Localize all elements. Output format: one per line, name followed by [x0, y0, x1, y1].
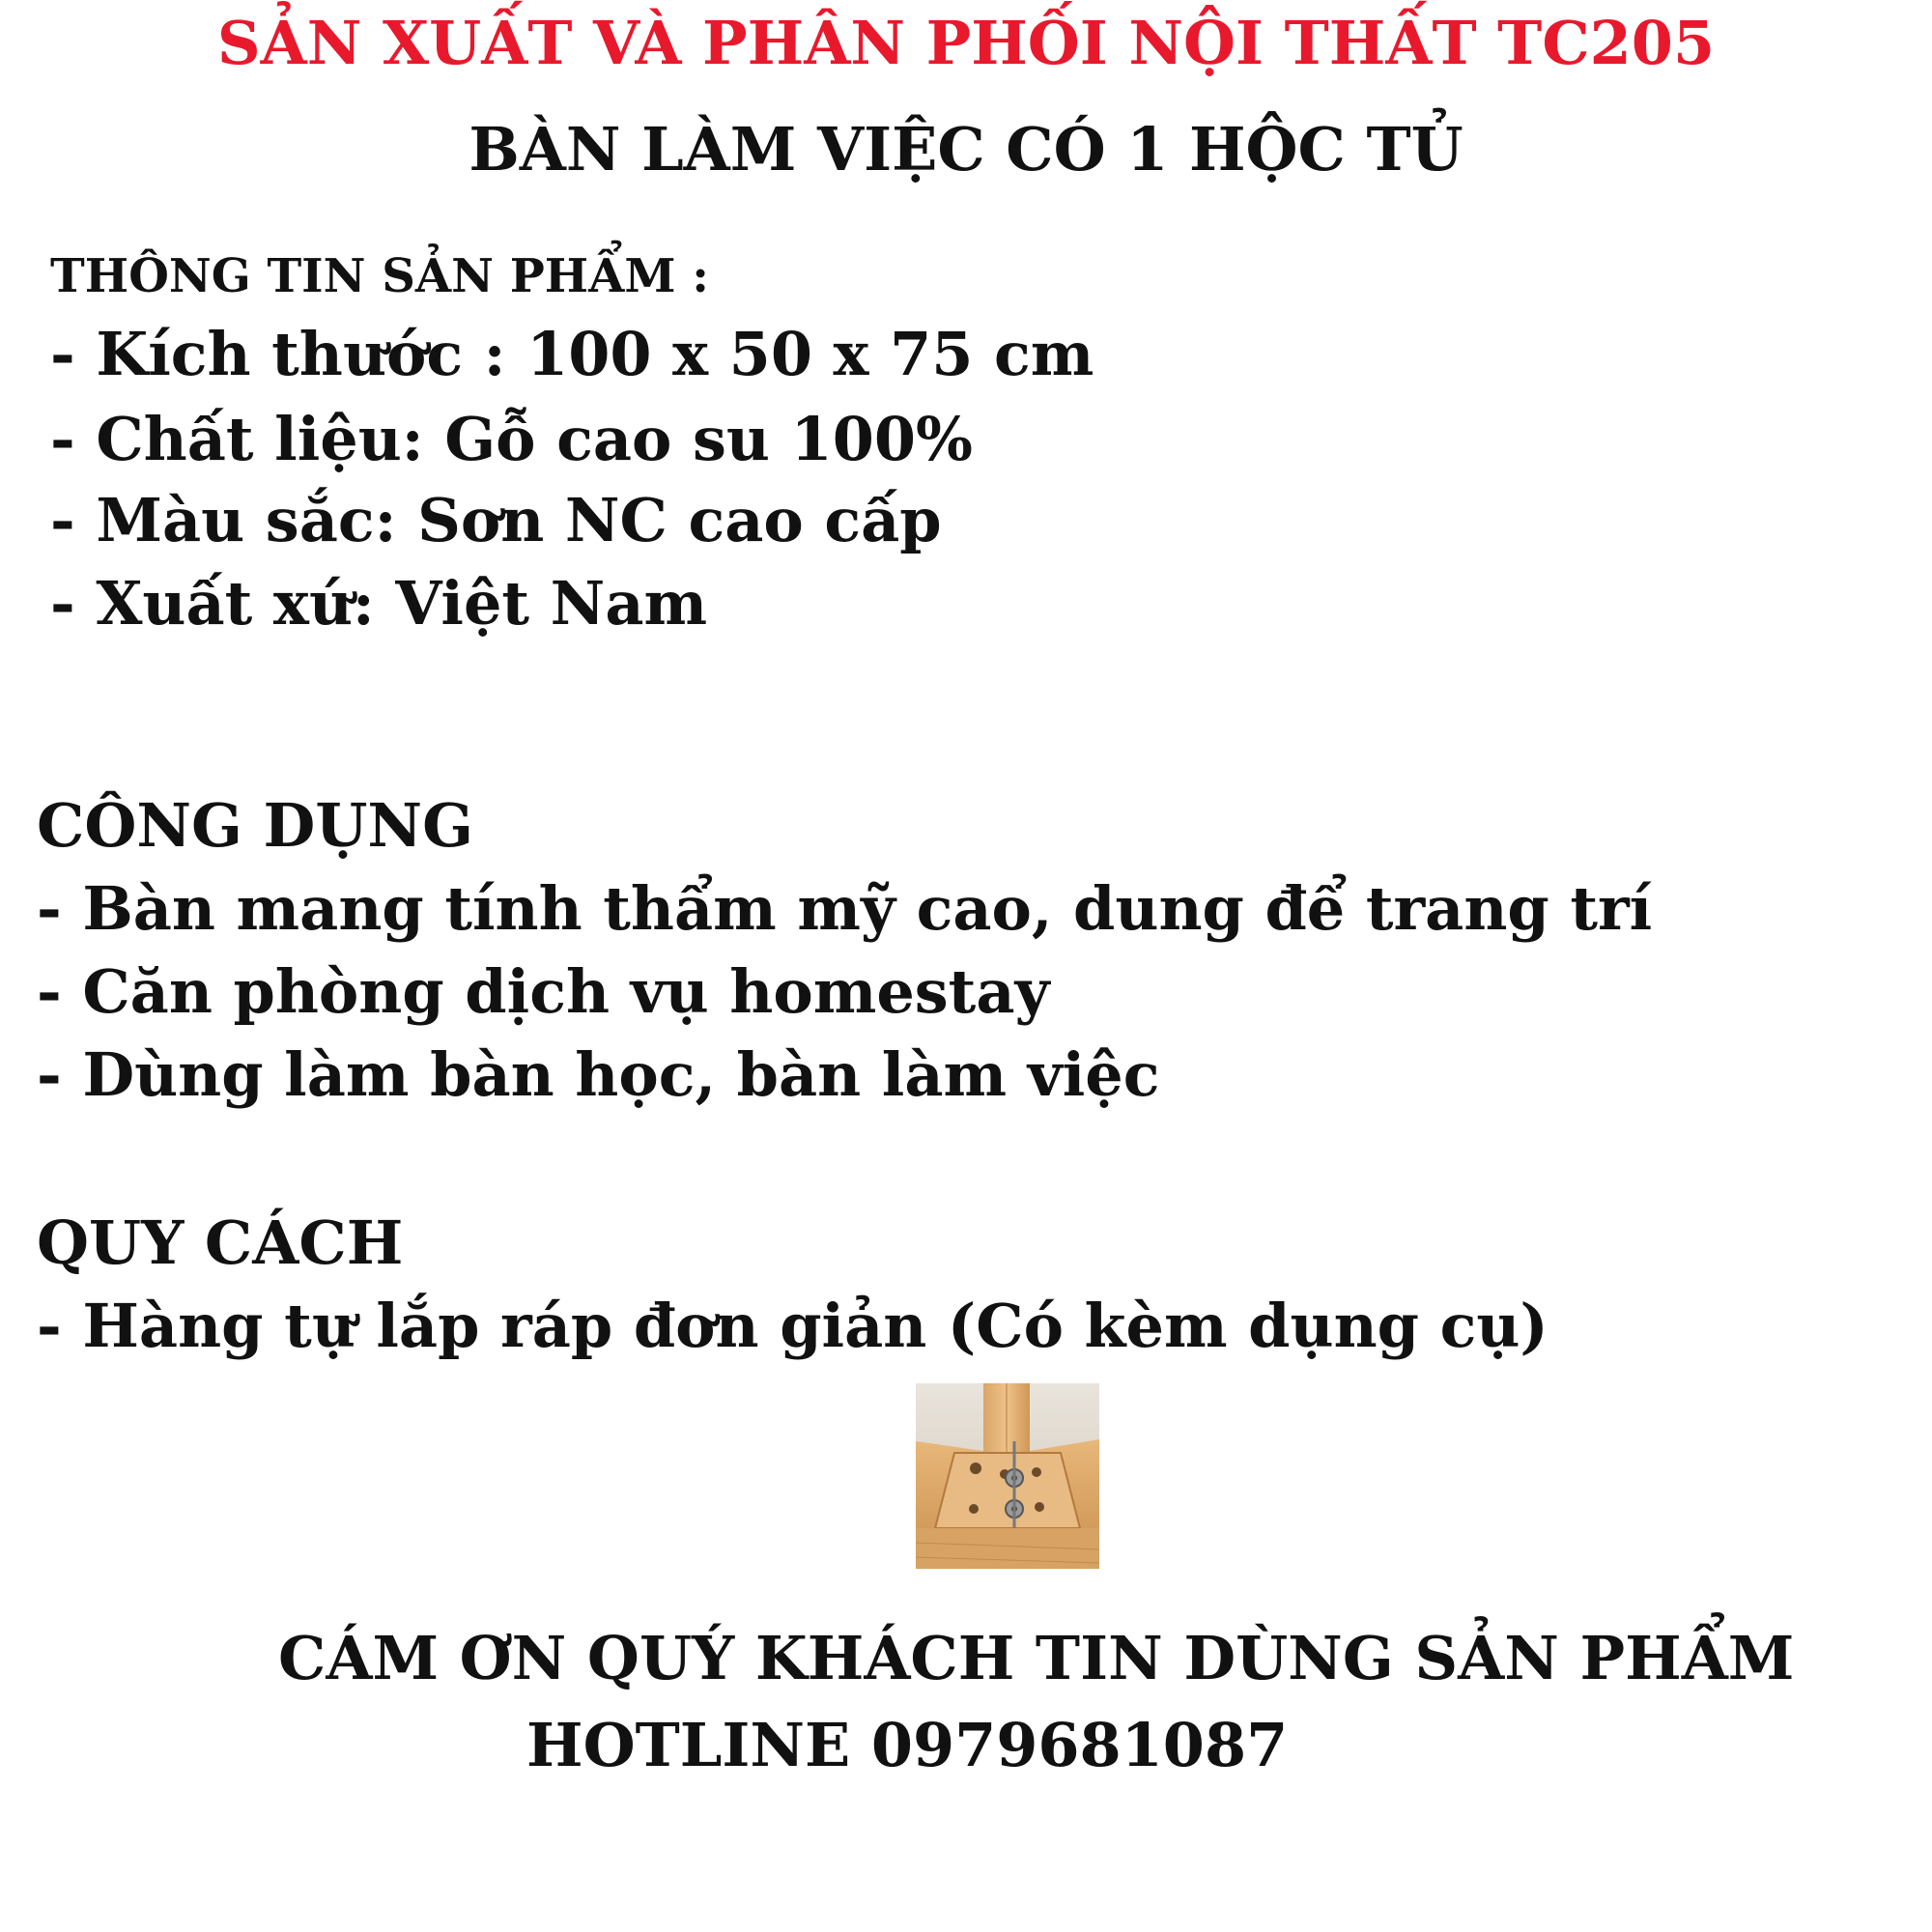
usage-line: - Căn phòng dịch vụ homestay [37, 956, 1050, 1027]
hotline: HOTLINE 0979681087 [526, 1710, 1289, 1780]
info-size: - Kích thước : 100 x 50 x 75 cm [50, 319, 1094, 389]
table-leg-joint-image [916, 1383, 1099, 1569]
spec-line: - Hàng tự lắp ráp đơn giản (Có kèm dụng cụ) [37, 1291, 1548, 1361]
usage-line: - Bàn mang tính thẩm mỹ cao, dung để trang trí [37, 873, 1653, 944]
spec-heading: QUY CÁCH [37, 1208, 404, 1278]
info-material: - Chất liệu: Gỗ cao su 100% [50, 404, 973, 474]
usage-heading: CÔNG DỤNG [37, 790, 474, 861]
info-color: - Màu sắc: Sơn NC cao cấp [50, 485, 942, 555]
product-info-heading: THÔNG TIN SẢN PHẨM : [50, 249, 709, 303]
usage-line: - Dùng làm bàn học, bàn làm việc [37, 1039, 1160, 1110]
company-title: SẢN XUẤT VÀ PHÂN PHỐI NỘI THẤT TC205 [216, 8, 1716, 78]
info-origin: - Xuất xứ: Việt Nam [50, 568, 708, 639]
product-title: BÀN LÀM VIỆC CÓ 1 HỘC TỦ [469, 114, 1463, 185]
thank-you-message: CÁM ƠN QUÝ KHÁCH TIN DÙNG SẢN PHẨM [278, 1623, 1795, 1693]
